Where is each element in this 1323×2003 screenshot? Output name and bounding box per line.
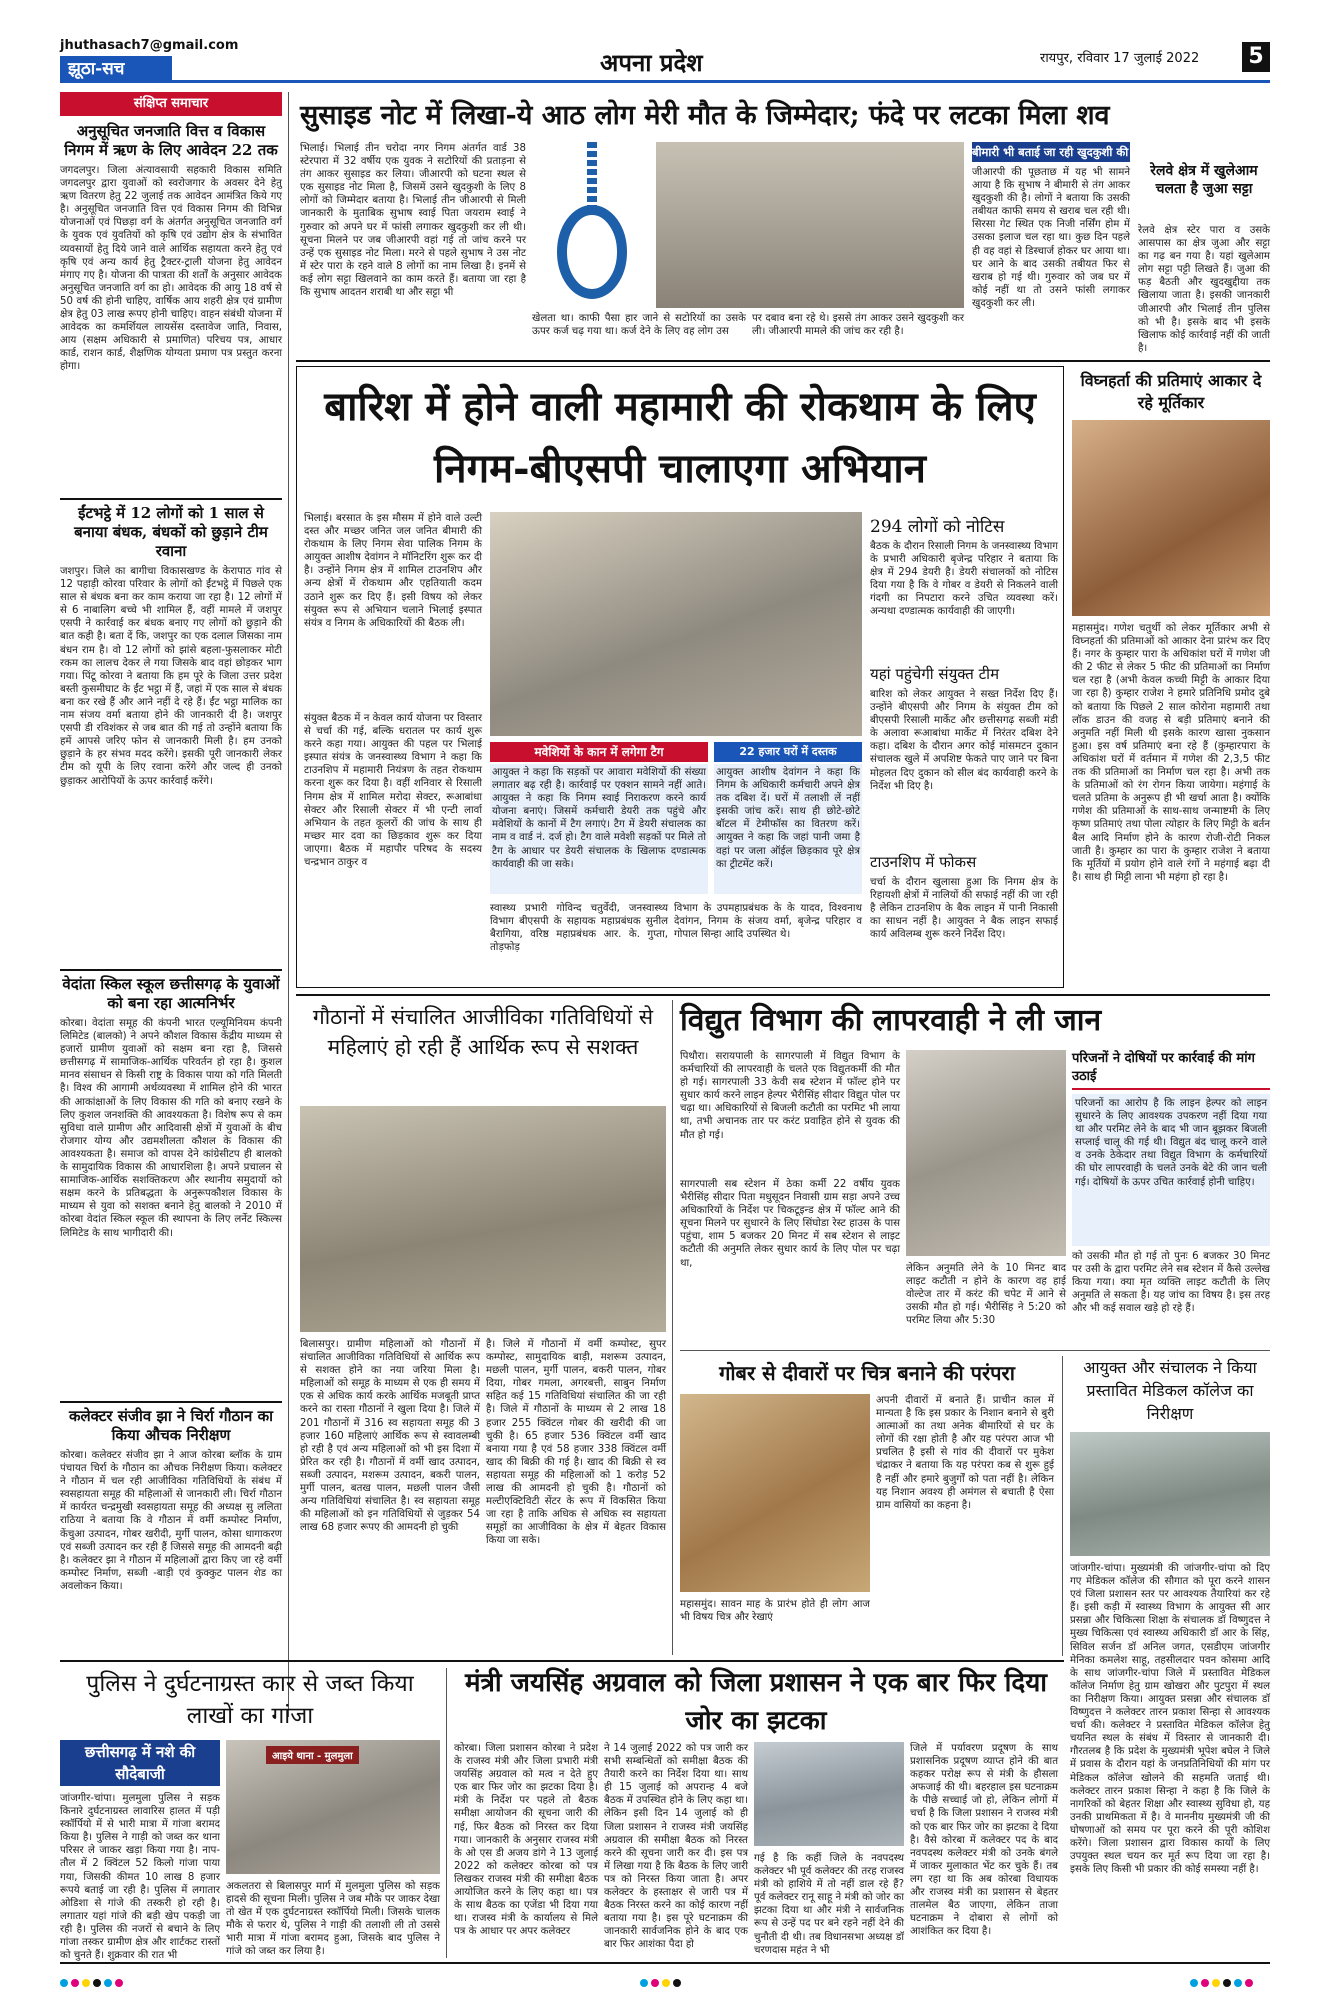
brief-4 <box>60 1407 282 1669</box>
electric-side-body: परिजनों का आरोप है कि लाइन हेल्पर को लाइन सुधारने के लिए आवश्यक उपकरण नहीं दिया गया था और परमिट लेने के बाद भी जान बूझकर बिजली सप्लाई चालू की गई थी। विद्युत बंद चालू करने वाले व उनके ठेकेदार तथा विद्युत विभाग के कर्मचारियों की घोर लापरवाही के चलते उनके बेटे की जान चली गई। दोषियों के ऊपर उचित कार्रवाई होनी चाहिए। <box>1072 1094 1270 1246</box>
gauthan-body-1: बिलासपुर। ग्रामीण महिलाओं को गौठानों में संचालित आजीविका गतिविधियों से आर्थिक रूप से सशक्त होने का नया जरिया मिला है। महिलाओं को समूह के माध्यम से एक ही समय में एक से अधिक कार्य करके आर्थिक मजबूती प्राप्त करने का रास्ता गौठानों ने खुला दिया है। जिले में 201 गौठानों में 316 स्व सहायता समूह की 3 हजार 160 महिलाएं आर्थिक रूप से स्वावलम्बी हो रही है एवं अन्य महिलाओं को भी इस दिशा में प्रेरित कर रही है। गौठानों में वर्मी खाद उत्पादन, सब्जी उत्पादन, मशरूम उत्पादन, बकरी पालन, मुर्गी पालन, बतख पालन, मछली पालन जैसी अन्य गतिविधियां संचालित है। स्व सहायता समूह की महिलाओं को इन गतिविधियों से जुड़कर 54 लाख 68 हजार रूपए की आमदनी हो चुकी <box>300 1339 480 1534</box>
ganesh-body: महासमुंद। गणेश चतुर्थी को लेकर मूर्तिकार अभी से विघ्नहर्ता की प्रतिमाओं को आकार देना प्रारंभ कर दिए हैं। नगर के कुम्हार पारा के अधिकांश घरों में गणेश जी की 2 फीट से लेकर 5 फीट की प्रतिमाओं का निर्माण चल रहा है (अभी केवल कच्ची मिट्टी के आकार दिया जा रहा है) कुम्हार राजेश ने हमारे प्रतिनिधि प्रमोद दुबे को बताया कि पिछले 2 साल कोरोना महामारी तथा लॉक डाउन की वजह से बड़ी प्रतिमाएं बनाने की अनुमति नहीं मिली थी इसके कारण खासा नुकसान हुआ। इस वर्ष प्रतिमाएं बना रहे हैं (कुम्हारपारा के अधिकांश घरों में वर्तमान में गणेश की 2,3,5 फीट तक की प्रतिमाओं का निर्माण चल रहा है। अभी तक के प्रतिमाओं को रंग रोगन किया जायेगा। महंगाई के चलते प्रतिमा के अनुरूप ही भी खर्चा आता है। क्योंकि गणेश की प्रतिमाओं के साथ-साथ जन्माष्टमी के लिए कृष्ण प्रतिमाएं तथा पोला त्योहार के लिए मिट्टी के बर्तन बैल आदि निर्माण होने के कारण रोजी-रोटी निकल जाती है। कुम्हार का पारा के कुम्हार राजेश ने बताया कि मूर्तियों में प्रयोग होने वाले रंगों ने महंगाई बढ़ा दी है। साथ ही मिट्टी लाना भी महंगा हो रहा है। <box>1072 623 1270 883</box>
suicide-side-head: बीमारी भी बताई जा रही खुदकुशी की वजह <box>972 142 1130 162</box>
registration-marks-right <box>1190 1972 1256 1991</box>
electric-body-2: सागरपाली सब स्टेशन में ठेका कर्मी 22 वर्षीय युवक भैरीसिंह सीदार पिता मधुसूदन निवासी ग्राम सड़ा अपने उच्च अधिकारियों के निर्देश पर चिकटूइन्ड क्षेत्र में फॉल्ट आने की सूचना मिलने पर सुधारने के लिए सिंघोडा रेस्ट हाउस के पास पहुंचा, शाम 5 बजकर 20 मिनट में सब स्टेशन से लाइट कटौती की अनुमति लेकर सुधार कार्य के लिए पोल पर चढ़ा था, <box>680 1179 900 1269</box>
ganja-body-1: जांजगीर-चांपा। मुलमुला पुलिस ने सड़क किनारे दुर्घटनाग्रस्त लावारिस हालत में पड़ी स्कॉर्पियो में से भारी मात्रा में गांजा बरामद किया है। पुलिस ने गाड़ी को जब्त कर थाना परिसर ले जाकर खड़ा किया गया है। नाप-तौल में 2 क्विंटल 52 किलो गांजा पाया गया, जिसकी कीमत 10 लाख 8 हजार रूपये बताई जा रही है। पुलिस में लगातार ओडिशा से गांजे की तस्करी हो रही है। लगातार यहां गांजे की बड़ी खेप पकड़ी जा रही है। पुलिस की नजरों से बचाने के लिए गांजा तस्कर ग्रामीण क्षेत्र और शार्टकट रास्तों को चुनते हैं। शुक्रवार की रात भी <box>60 1793 220 1962</box>
police-station-sign: आइये थाना - मुलमुला <box>266 1746 359 1764</box>
electric-body-1: पिथौरा। सरायपाली के सागरपाली में विद्युत विभाग के कर्मचारियों की लापरवाही के चलते एक विद्युतकर्मी की मौत हो गई। सागरपाली 33 केवी सब स्टेशन में फॉल्ट होने पर सुधार कार्य करने लाइन हेल्पर भैरीसिंह सीदार विद्युत पोल पर चढ़ा था। अधिकारियों से बिजली कटौती का परमिट भी लाया था, तभी अचानक तार पर करंट प्रवाहित होने से युवक की मौत हो गई। <box>680 1051 900 1141</box>
notice-head: 294 लोगों को नोटिस <box>870 517 1005 537</box>
brief-2-title: ईंटभट्ठे में 12 लोगों को 1 साल से बनाया बंधक, बंधकों को छुड़ाने टीम रवाना <box>74 504 268 560</box>
brand-box <box>60 56 172 82</box>
railway-headline: रेलवे क्षेत्र में खुलेआम चलता है जुआ सट्टा <box>1150 163 1258 197</box>
notice-body: बैठक के दौरान रिसाली निगम के जनस्वास्थ्य विभाग के प्रभारी अधिकारी बृजेन्द्र परिहार ने बताया कि क्षेत्र में 294 डेयरी है। डेयरी संचालकों को नोटिस दिया गया है कि वे गोबर व डेयरी से निकलने वाली गंदगी का निपटारा करने उचित व्यवस्था करें। अन्यथा दण्डात्मक कार्यवाही की जाएगी। <box>870 541 1058 618</box>
paintings-photo <box>680 1394 870 1592</box>
ganesh-headline: विघ्नहर्ता की प्रतिमाएं आकार दे रहे मूर्तिकार <box>1080 371 1262 412</box>
noose-icon <box>532 142 652 308</box>
brand-logo: झूठा-सच <box>68 59 125 79</box>
suicide-body-3: पर दबाव बना रहे थे। इससे तंग आकर उसने खुदकुशी कर ली। जीआरपी मामले की जांच कर रही है। <box>752 313 964 338</box>
electric-headline: विद्युत विभाग की लापरवाही ने ली जान <box>680 1003 1102 1038</box>
brief-1 <box>60 122 282 494</box>
brief-1-body: जगदलपुर। जिला अंत्यावसायी सहकारी विकास समिति जगदलपुर द्वारा युवाओं को स्वरोजगार के अवसर देने हेतु ऋण वितरण हेतु 22 जुलाई तक आवेदन आमंत्रित किये गए है। अनुसूचित जनजाति वित्त एवं विकास निगम की विभिन्न योजनाओं एवं पिछड़ा वर्ग के अंतर्गत अनुसूचित जनजाति वर्ग के युवक एवं युवतियों को कृषि एवं उद्योग क्षेत्र के संभावित व्यवसायों हेतु दिये जाने वाले आर्थिक सहायता करने हेतु एवं कृषि एवं अन्य कार्य हेतु ट्रैक्टर-ट्राली योजना हेतु आवेदन मंगाए गए है। योजना की पात्रता की शर्तों के अनुसार आवेदक अनुसूचित जनजाति वर्ग का हो। आवेदक की आयु 18 वर्ष से 50 वर्ष की होनी चाहिए, वार्षिक आय शहरी क्षेत्र एवं ग्रामीण क्षेत्र हेतु 03 लाख रूपए होनी चाहिए। वाहन संबंधी योजना में आवेदक का कमर्शियल लायसेंस दस्तावेज जाति, निवास, आय (सक्षम अधिकारी से प्रमाणित) परिचय पत्र, आधार कार्ड, राशन कार्ड, शैक्षणिक योग्यता प्रमाण पत्र प्रस्तुत करना होगा। <box>60 165 282 373</box>
team-head: यहां पहुंचेगी संयुक्त टीम <box>870 665 1000 683</box>
brief-2 <box>60 504 282 965</box>
minister-body-3: गई है कि कहीं जिले के नवपदस्थ कलेक्टर भी पूर्व कलेक्टर की तरह राजस्व मंत्री को हाशिये में तो नहीं डाल रहे हैं? पूर्व कलेक्टर रानू साहू ने मंत्री को जोर का झटका दिया था और मंत्री ने सार्वजनिक रूप से उन्हें पद पर बने रहने नहीं देने की चुनौती दी थी। तब विधानसभा अध्यक्ष डॉ चरणदास महंत ने भी <box>754 1853 904 1956</box>
gauthan-photo <box>300 1106 666 1332</box>
brief-2-body: जशपुर। जिले का बागीचा विकासखण्ड के केरापाठ गांव से 12 पहाड़ी कोरवा परिवार के लोगों को ईंटभट्ठे में पिछले एक साल से बंधक बना कर काम कराया जा रहा है। 12 लोगों में से 6 नाबालिग बच्चे भी शामिल हैं, वहीं मामले में जशपुर एसपी ने कार्रवाई कर बंधक बनाए गए लोगों को छुड़ाने की बात कही है। बता दें कि, जशपुर का एक दलाल जिसका नाम बंधन राम है। वो 12 लोगों को झांसे बहला-फुसलाकर मोटी रकम का लालच देकर ले गया जिसके बाद वहां छोड़कर भाग गया। पिंटू कोरवा ने बताया कि हम पूरे के जिला उत्तर प्रदेश बस्ती कुसमीघाट के ईंट भट्ठा में हैं, जहां में एक साल से बंधक बना कर रखे हैं और आने नहीं दे रहे हैं। ईंट भट्ठा मालिक का नाम संजय वर्मा बताया होने की जानकारी दी है। जशपुर एसपी डी रविशंकर से जब बात की गई तो उन्होंने बताया कि हमें आपसे जरिए फोन से जानकारी मिली है। हम उनको छुड़ाने के हर संभव मदद करेंगे। इसकी पूरी जानकारी लेकर टीम को यूपी के लिए रवाना करेंगे और जल्द ही उनको छुड़ाकर आरोपियों के ऊपर कार्रवाई करेंगे। <box>60 566 282 787</box>
gauthan-divider <box>672 1000 673 1655</box>
ganja-body-2: अकलतरा से बिलासपुर मार्ग में मुलमुला पुलिस को सड़क हादसे की सूचना मिली। पुलिस ने जब मौके पर जाकर देखा तो खेत में एक दुर्घटनाग्रस्त स्कॉर्पियो मिली। जिसके चालक मौके से फरार थे, पुलिस ने गाड़ी की तलाशी ली तो उससे भारी मात्रा में गांजा बरामद हुआ, जिसके बाद पुलिस ने गांजे को जब्त कर लिया है। <box>226 1881 440 1958</box>
medical-body: जांजगीर-चांपा। मुख्यमंत्री की जांजगीर-चांपा को दिए गए मेडिकल कॉलेज की सौगात को पूरा करने शासन एवं जिला प्रशासन स्तर पर आवश्यक तैयारियां कर रहे हैं। इसी कड़ी में स्वास्थ्य विभाग के आयुक्त सी आर प्रसन्ना और चिकित्सा शिक्षा के संचालक डॉ विष्णुदत्त ने मुख्य चिकित्सा एवं स्वास्थ्य अधिकारी डॉ आर के सिंह, सिविल सर्जन डॉ अनिल जगत, एसडीएम जांजगीर मेनिका कमलेश साहू, तहसीलदार पवन कोसमा आदि के साथ जांजगीर-चांपा जिले में प्रस्तावित मेडिकल कॉलेज निर्माण हेतु ग्राम खोखरा और पुटपुरा में स्थल का निरीक्षण किया। आयुक्त प्रसन्ना और संचालक डॉ विष्णुदत्त ने कलेक्टर तारन प्रकाश सिन्हा से आवश्यक चर्चा की। कलेक्टर ने प्रस्तावित मेडिकल कॉलेज हेतु चयनित स्थल के संबंध में विस्तार से जानकारी दी। गौरतलब है कि प्रदेश के मुख्यमंत्री भूपेश बघेल ने जिले में प्रवास के दौरान यहां के जनप्रतिनिधियों की मांग पर मेडिकल कॉलेज खोलने की सहमति जताई थी। कलेक्टर तारन प्रकाश सिन्हा ने कहा है कि जिले के नागरिकों को बेहतर शिक्षा और स्वास्थ्य सुविधा हो, यह उनकी प्राथमिकता में है। वे माननीय मुख्यमंत्री जी की घोषणाओं को समय पर पूरा करने की पूरी कोशिश करेंगे। जिला प्रशासन द्वारा विकास कार्यों के लिए उपयुक्त स्थल चयन कर मूर्त रूप दिया जा रहा है। इसके लिए किसी भी प्रकार की कोई समस्या नहीं है। <box>1070 1563 1270 1876</box>
cattle-tag-body: आयुक्त ने कहा कि सड़कों पर आवारा मवेशियों की संख्या लगातार बढ़ रही है। कार्रवाई पर एक्शन सामने नहीं आते। आयुक्त ने कहा कि निगम स्वाई निराकरण करने कार्य योजना बनाएं। जिसमें कर्मचारी डेयरी तक पहुंचे और मवेशियों के कानों में टैग लगाएं। टैग में डेयरी संचालक का नाम व वार्ड नं. दर्ज हो। टैग वाले मवेशी सड़कों पर मिले तो टैग के आधार पर डेयरी संचालक के खिलाफ दण्डात्मक कार्यवाही की जा सके। <box>490 764 708 894</box>
brief-4-body: कोरबा। कलेक्टर संजीव झा ने आज कोरबा ब्लॉक के ग्राम पंचायत चिर्रा के गौठान का औचक निरीक्षण किया। कलेक्टर ने गौठान में चल रही आजीविका गतिविधियों के संबंध में स्वसहायता समूह की महिलाओं से जानकारी ली। चिर्रा गौठान में कार्यरत चन्द्रमुखी स्वसहायता समूह की अध्यक्ष सु ललिता राठिया ने बताया कि वे गौठान में वर्मी कम्पोस्ट निर्माण, केंचुआ उत्पादन, गोबर खरीदी, मुर्गी पालन, कोसा धागाकरण एवं सब्जी उत्पादन कर रही हैं जिससे समूह की आमदनी बढ़ी है। कलेक्टर झा ने गौठान में महिलाओं द्वारा किए जा रहे वर्मी कम्पोस्ट निर्माण, सब्जी -बाड़ी एवं कुक्कुट पालन शेड का अवलोकन किया। <box>60 1450 282 1592</box>
railway-body: रेलवे क्षेत्र स्टेर पारा व उसके आसपास का क्षेत्र जुआ और सट्टा का गढ़ बन गया है। यहां खुलेआम लोग सट्टा पट्टी लिखते हैं। जुआ की फड़ बैठती और खुदखुद्दीया तक खिलाया जाता है। इसकी जानकारी जीआरपी और भिलाई तीन पुलिस को भी है। इसके बाद भी इसके खिलाफ कोई कार्रवाई नहीं की जाती है। <box>1138 225 1270 354</box>
dateline: रायपुर, रविवार 17 जुलाई 2022 <box>1040 51 1200 66</box>
sidebar-divider <box>288 92 289 1717</box>
houses-head: 22 हजार घरों में दस्तक <box>714 742 862 762</box>
epidemic-headline: बारिश में होने वाली महामारी की रोकथाम के लिए निगम-बीएसपी चालाएगा अभियान <box>324 383 1036 492</box>
paintings-caption: महासमुंद। सावन माह के प्रारंभ होते ही लोग आज भी विषय चित्र और रेखाएं <box>680 1599 870 1624</box>
noose-photo <box>532 142 652 308</box>
medical-photo <box>1070 1432 1270 1556</box>
epidemic-body-1: भिलाई। बरसात के इस मौसम में होने वाले उल्टी दस्त और मच्छर जनित जल जनित बीमारी की रोकथाम के लिए निगम सेवा पालिक निगम के आयुक्त आशीष देवांगन ने मॉनिटरिंग शुरू कर दी है। उन्होंने निगम क्षेत्र में शामिल टाउनशिप और अन्य क्षेत्रों में रोकथाम और एहतियाती कदम उठाने शुरू कर दिए हैं। इसी विषय को लेकर संयुक्त रूप से अभियान चलाने भिलाई इस्पात संयंत्र व निगम के अधिकारियों की बैठक ली। <box>304 513 482 629</box>
ganesh-photo <box>1072 420 1270 616</box>
row3-rule <box>60 1660 1064 1662</box>
sidebar-briefs <box>60 92 282 1718</box>
paintings-headline: गोबर से दीवारों पर चित्र बनाने की परंपरा <box>719 1361 1015 1385</box>
page-number: 5 <box>1242 42 1270 72</box>
ganja-photo <box>226 1740 440 1874</box>
epidemic-body-2: संयुक्त बैठक में न केवल कार्य योजना पर विस्तार से चर्चा की गई, बल्कि धरातल पर कार्य शुरू करने कहा गया। आयुक्त की पहल पर भिलाई इस्पात संयंत्र के जनस्वास्थ्य विभाग ने कहा कि टाउनशिप में महामारी नियंत्रण के तहत रोकथाम करना शुरू कर दिया है। वहीं शनिवार से रिसाली निगम क्षेत्र में शामिल मरोदा सेक्टर, रूआबांधा सेक्टर और रिसाली सेक्टर में भी एन्टी लार्वा अभियान के तहत कूलरों की जांच के साथ ही मच्छर मार दवा का छिड़काव शुरू कर दिया जाएगा। बैठक में महापौर परिषद के सदस्य चन्द्रभान ठाकुर व <box>304 713 482 869</box>
paintings-divider <box>1062 1356 1063 1656</box>
houses-body: आयुक्त आशीष देवांगन ने कहा कि निगम के अधिकारी कर्मचारी अपने क्षेत्र तक दबिश दें। घरों में तलाशी लें नहीं इसकी जांच करें। साथ ही छोटे-छोटे बॉटल में टेमीफॉस का वितरण करें। आयुक्त ने कहा कि जहां पानी जमा है वहां पर जला ऑईल छिड़काव पूरे क्षेत्र का ट्रीटमेंट करें। <box>714 764 862 894</box>
victim-photo <box>656 142 964 308</box>
masthead <box>0 0 1323 82</box>
suicide-body-1: भिलाई। भिलाई तीन चरोदा नगर निगम अंतर्गत वार्ड 38 स्टेरपारा में 32 वर्षीय एक युवक ने सटोरियों की प्रताड़ना से तंग आकर सुसाइड कर लिया। जीआरपी को घटना स्थल से एक सुसाइड नोट मिला है, जिसमें उसने खुदकुशी के लिए 8 लोगों को जिम्मेदार बताया है। भिलाई तीन जीआरपी से मिली जानकारी के मुताबिक सुभाष स्वाई पिता जयराम स्वाई ने गुरुवार को अपने घर में फांसी लगाकर खुदकुशी कर ली थी। सूचना मिलने पर जब जीआरपी वहां गई तो जांच करने पर उन्हें एक सुसाइड नोट मिला। मरने से पहले सुभाष ने उस नोट में स्टेर पारा के रहने वाले 8 लोगों का नाम लिखा है। इनमें से कई लोग सट्टा खिलवाने का काम करते हैं। बताया जा रहा है कि सुभाष आदतन शराबी था और सट्टा भी <box>300 143 526 299</box>
suicide-body-2: खेलता था। काफी पैसा हार जाने से सटोरियों का उसके ऊपर कर्ज चढ़ गया था। कर्ज देने के लिए वह लोग उस <box>532 313 746 338</box>
brief-3-body: कोरबा। वेदांता समूह की कंपनी भारत एल्यूमिनियम कंपनी लिमिटेड (बालको) ने अपने कौशल विकास केंद्रीय माध्यम से हजारों ग्रामीण युवाओं को सक्षम बना रहा है, जिससे छत्तीसगढ़ में सामाजिक-आर्थिक परिवर्तन हो रहा है। कुशल मानव संसाधन से किसी राष्ट्र के विकास पाया को गति मिलती है। विश्व की आगामी अर्थव्यवस्था में शामिल होने की भारत की आकांक्षाओं के लिए विकास की गति को बनाए रखने के लिए कुशल जनशक्ति की आवश्यकता है। विशेष रूप से कम सुविधा वाले ग्रामीण और आदिवासी क्षेत्रों में युवाओं के बीच रोजगार योग्य और उद्यमशीलता कौशल के विकास की आवश्यकता है। समाज को वापस देने कांग्रेसीटप ही बालको के सामुदायिक विकास की आधारशिला है। अपने प्रचालन से सामाजिक-आर्थिक सशक्तिकरण और स्थानीय समुदायों को सक्षम करने के प्रतिबद्धता के अनुरूपकौशल विकास के माध्यम से युवा को सशक्त बनाने हेतु बालको ने 2010 में कोरबा वेदांत स्किल स्कूल की स्थापना के लिए लर्नेट स्किल्स लिमिटेड के साथ भागीदारी की। <box>60 1018 282 1239</box>
township-head: टाउनशिप में फोकस <box>870 853 977 871</box>
electric-body-4: को उसकी मौत हो गई तो पुनः 6 बजकर 30 मिनट पर उसी के द्वारा परमिट लेने सब स्टेशन में कैसे उल्लेख किया गया। क्या मृत व्यक्ति लाइट कटौती के लिए अनुमति ले सकता है। यह जांच का विषय है। इस तरह और भी कई सवाल खड़े हो रहे हैं। <box>1072 1251 1270 1315</box>
gauthan-headline: गौठानों में संचालित आजीविका गतिविधियों से महिलाएं हो रही हैं आर्थिक रूप से सशक्त <box>312 1005 654 1059</box>
minister-body-1: कोरबा। जिला प्रशासन कोरबा ने प्रदेश के राजस्व मंत्री और जिला प्रभारी मंत्री जयसिंह अग्रवाल को मत्व न देते हुए एक बार फिर जोर का झटका दिया है। मंत्री के निर्देश पर पहले तो बैठक समीक्षा आयोजन की सूचना जारी की गई, फिर बैठक को निरस्त कर दिया गया। जानकारी के अनुसार राजस्व मंत्री के ओ एस डी अजय डांगे ने 13 जुलाई 2022 को कलेक्टर कोरबा को पत्र लिखकर राजस्व मंत्री की समीक्षा बैठक आयोजित करने के लिए कहा था। पत्र के साथ बैठक का एजेंडा भी दिया गया था। राजस्व मंत्री के कार्यालय से मिले पत्र के आधार पर अपर कलेक्टर <box>454 1743 598 1938</box>
header-rule <box>60 80 1270 83</box>
section-title: अपना प्रदेश <box>600 48 703 77</box>
medical-headline: आयुक्त और संचालक ने किया प्रस्तावित मेडिकल कॉलेज का निरीक्षण <box>1083 1358 1257 1423</box>
brief-3-title: वेदांता स्किल स्कूल छत्तीसगढ़ के युवाओं को बना रहा आत्मनिर्भर <box>62 975 280 1012</box>
paintings-body: अपनी दीवारों में बनाते हैं। प्राचीन काल में मान्यता है कि इस प्रकार के निशान बनाने से बुरी आत्माओं का तथा अनेक बीमारियों से घर के लोगों की रक्षा होती है और यह परंपरा आज भी प्रचलित है इसी से गांव की दीवारों पर मुकेश चंद्राकर ने बताया कि यह परंपरा कब से शुरू हुई है नहीं और हमारे बुजुर्गों को पता नहीं है। लेकिन यह निशान अवश्य ही अमंगल से बचाती है ऐसा ग्राम वासियों का कहना है। <box>876 1395 1054 1511</box>
brief-1-title: अनुसूचित जनजाति वित्त व विकास निगम में ऋण के लिए आवेदन 22 तक <box>64 122 278 159</box>
ganja-subhead: छत्तीसगढ़ में नशे की सौदेबाजी <box>60 1740 220 1786</box>
electric-side-head: परिजनों ने दोषियों पर कार्रवाई की मांग उठाई <box>1072 1050 1270 1090</box>
team-body: बारिश को लेकर आयुक्त ने सख्त निर्देश दिए हैं। उन्होंने बीएसपी और निगम के संयुक्त टीम को बीएसपी रिसाली मार्केट और छत्तीसगढ़ सब्जी मंडी के अलावा रूआबांधा मार्केट में निरंतर दबिश देने कहा। दबिश के दौरान अगर कोई मांसमटन दुकान संचालक खुले में अपशिष्ट फेकते पाए जाने पर बिना मोहलत दिए दुकान को सील बंद कार्यवाही करने के निर्देश भी दिए है। <box>870 689 1058 792</box>
registration-marks-center <box>640 1972 684 1991</box>
minister-photo <box>754 1742 904 1846</box>
row2-rule <box>296 994 1270 996</box>
gauthan-body-2: है। जिले में गौठानों में वर्मी कम्पोस्ट, सुपर कम्पोस्ट, सामुदायिक बाड़ी, मशरूम उत्पादन, मछली पालन, मुर्गी पालन, बकरी पालन, गोबर दिया, गोबर गमला, अगरबत्ती, साबुन निर्माण सहित कई 15 गतिविधियां संचालित की जा रही है। जिले में गौठानों के माध्यम से 2 लाख 18 हजार 255 क्विंटल गोबर की खरीदी की जा चुकी है। 65 हजार 536 क्विंटल वर्मी खाद बनाया गया है एवं 58 हजार 338 क्विंटल वर्मी खाद की बिक्री की गई है। खाद की बिक्री से स्व सहायता समूह की महिलाओं को 1 करोड़ 52 लाख की आमदनी हो चुकी है। गौठानों को मल्टीएक्टिविटी सेंटर के रूप में विकसित किया जा रहा है ताकि अधिक से अधिक स्व सहायता समूहों का आजीविका के क्षेत्र में बेहतर विकास किया जा सके। <box>486 1339 666 1547</box>
meeting-photo <box>490 512 862 736</box>
minister-body-2: ने 14 जुलाई 2022 को पत्र जारी कर सभी सम्बन्धितों को समीक्षा बैठक की तैयारी करने का निर्देश दिया था। साथ ही 15 जुलाई को अपरान्ह 4 बजे बैठक में उपस्थित होने के लिए कहा था। लेकिन इसी दिन 14 जुलाई को ही जिला प्रशासन ने राजस्व मंत्री जयसिंह अग्रवाल की समीक्षा बैठक को निरस्त करने की सूचना जारी कर दी। इस पत्र में लिखा गया है कि बैठक के लिए जारी पत्र को निरस्त किया जाता है। अपर कलेक्टर के हस्ताक्षर से जारी पत्र में बैठक निरस्त करने का कोई कारण नहीं बताया गया है। इस पूरे घटनाक्रम की जानकारी सार्वजनिक होने के बाद एक बार फिर आशंका पैदा हो <box>604 1743 748 1951</box>
electric-photo <box>906 1050 1066 1256</box>
ganja-headline: पुलिस ने दुर्घटनाग्रस्त कार से जब्त किया लाखों का गांजा <box>86 1671 414 1729</box>
brief-3 <box>60 975 282 1397</box>
sidebar-label: संक्षिप्त समाचार <box>60 92 282 116</box>
epidemic-body-4: विभाग के उपमहाप्रबंधक के के यादव, विश्वनाथ देवांगन, निगम के संजय वर्मा, बृजेन्द्र परिहार व गोपाल सिन्हा आदि उपस्थित थे। <box>674 903 862 941</box>
registration-marks-left <box>60 1972 126 1991</box>
minister-headline: मंत्री जयसिंह अग्रवाल को जिला प्रशासन ने एक बार फिर दिया जोर का झटका <box>464 1668 1048 1736</box>
row1-rule <box>296 360 1270 362</box>
header-email: jhuthasach7@gmail.com <box>60 38 239 53</box>
cattle-tag-head: मवेशियों के कान में लगेगा टैग <box>490 742 708 762</box>
minister-body-4: जिले में पर्यावरण प्रदूषण के साथ प्रशासनिक प्रदूषण व्याप्त होने की बात कहकर परोक्ष रूप से मंत्री के हौसला अफजाई की थी। बहरहाल इस घटनाक्रम के पीछे सच्चाई जो हो, लेकिन लोगों में चर्चा है कि जिला प्रशासन ने राजस्व मंत्री को एक बार फिर जोर का झटका दे दिया है। वैसे कोरबा में कलेक्टर पद के बाद नवपदस्थ कलेक्टर मंत्री को उनके बंगले में जाकर मुलाकात भेंट कर चुके हैं। तब लग रहा था कि अब कोरबा विधायक और राजस्व मंत्री का प्रशासन से बेहतर तालमेल बैठ जाएगा, लेकिन ताजा घटनाक्रम ने दोबारा से लोगों को आशंकित कर दिया है। <box>910 1743 1058 1938</box>
township-body: चर्चा के दौरान खुलासा हुआ कि निगम क्षेत्र के रिहायशी क्षेत्रों में नालियों की सफाई नहीं की जा रही है लेकिन टाउनशिप के बैक लाइन में पानी निकासी का साधन नहीं है। आयुक्त ने बैक लाइन सफाई कार्य अविलम्ब शुरू करने निर्देश दिए। <box>870 877 1058 941</box>
suicide-side-body: जीआरपी की पूछताछ में यह भी सामने आया है कि सुभाष ने बीमारी से तंग आकर खुदकुशी की है। लोगों ने बताया कि उसकी तबीयत काफी समय से खराब चल रही थी। सिरसा गेट स्थित एक निजी नर्सिंग होम में उसका इलाज चल रहा था। कुछ दिन पहले ही वह वहां से डिस्चार्ज होकर घर आया था। घर आने के बाद उसकी तबीयत फिर से खराब हो गई थी। गुरुवार को जब घर में कोई नहीं था तो उसने फांसी लगाकर खुदकुशी कर ली। <box>972 167 1130 309</box>
electric-rule <box>680 1350 1270 1351</box>
footer-rule <box>60 1962 1270 1964</box>
brief-4-title: कलेक्टर संजीव झा ने चिर्रा गौठान का किया औचक निरीक्षण <box>68 1407 274 1444</box>
suicide-headline: सुसाइड नोट में लिखा-ये आठ लोग मेरी मौत के जिम्मेदार; फंदे पर लटका मिला शव <box>300 100 1110 131</box>
epidemic-body-3: स्वास्थ्य प्रभारी गोविन्द चतुर्वेदी, जनस्वास्थ्य विभाग बीएसपी के सहायक महाप्रबंधक सुनील बैरागिया, वरिष्ठ महाप्रबंधक आर. के. गुप्ता, तोड़फोड़ <box>490 903 668 954</box>
ganja-divider <box>446 1668 447 1958</box>
electric-body-3: लेकिन अनुमति लेने के 10 मिनट बाद लाइट कटौती न होने के कारण वह हाई वोल्टेज तार में करंट की चपेट में आने से उसकी मौत हो गई। भैरीसिंह ने 5:20 को परमिट लिया और 5:30 <box>906 1263 1066 1327</box>
